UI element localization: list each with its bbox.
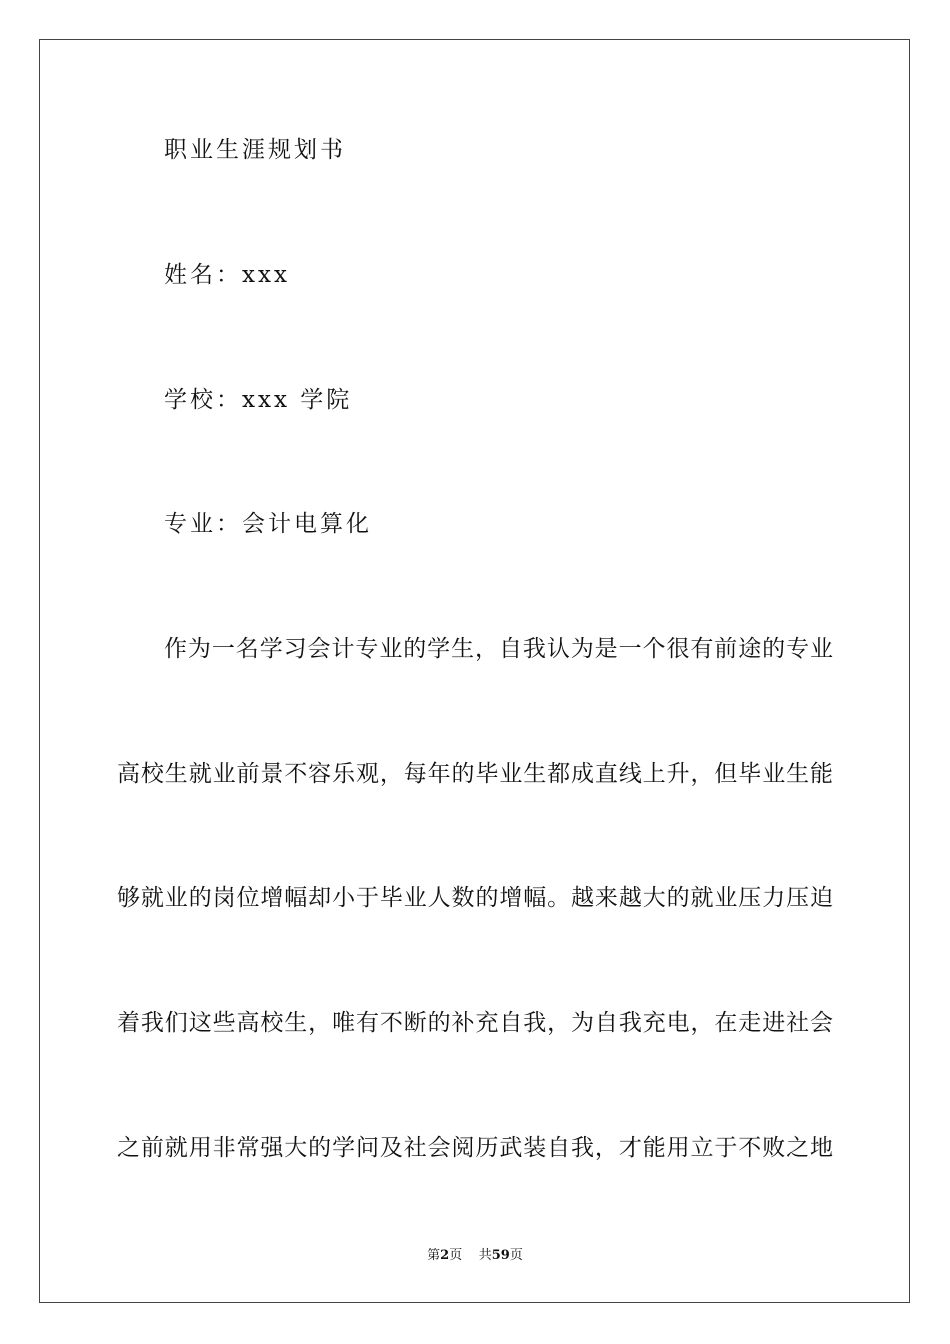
footer-page-suffix: 页 [449, 1248, 463, 1263]
footer-total-suffix: 页 [509, 1248, 523, 1263]
document-title: 职业生涯规划书 [164, 137, 346, 163]
footer-page-number: 2 [440, 1248, 450, 1263]
school-line: 学校：xxx 学院 [164, 387, 353, 413]
paragraph-line-1: 作为一名学习会计专业的学生，自我认为是一个很有前途的专业 [164, 636, 833, 662]
name-line: 姓名：xxx [164, 262, 290, 288]
footer-total-prefix: 共 [478, 1248, 492, 1263]
footer-total-pages: 59 [491, 1248, 510, 1263]
paragraph-line-4: 着我们这些高校生，唯有不断的补充自我，为自我充电，在走进社会 [117, 1010, 833, 1036]
paragraph-line-3: 够就业的岗位增幅却小于毕业人数的增幅。越来越大的就业压力压迫 [117, 885, 833, 911]
paragraph-line-2: 高校生就业前景不容乐观，每年的毕业生都成直线上升，但毕业生能 [117, 761, 833, 787]
page-border [39, 39, 910, 1303]
paragraph-line-5: 之前就用非常强大的学问及社会阅历武装自我，才能用立于不败之地 [117, 1135, 833, 1161]
page-footer [0, 1247, 950, 1265]
footer-page-prefix: 第 [427, 1248, 441, 1263]
major-line: 专业：会计电算化 [164, 511, 372, 537]
